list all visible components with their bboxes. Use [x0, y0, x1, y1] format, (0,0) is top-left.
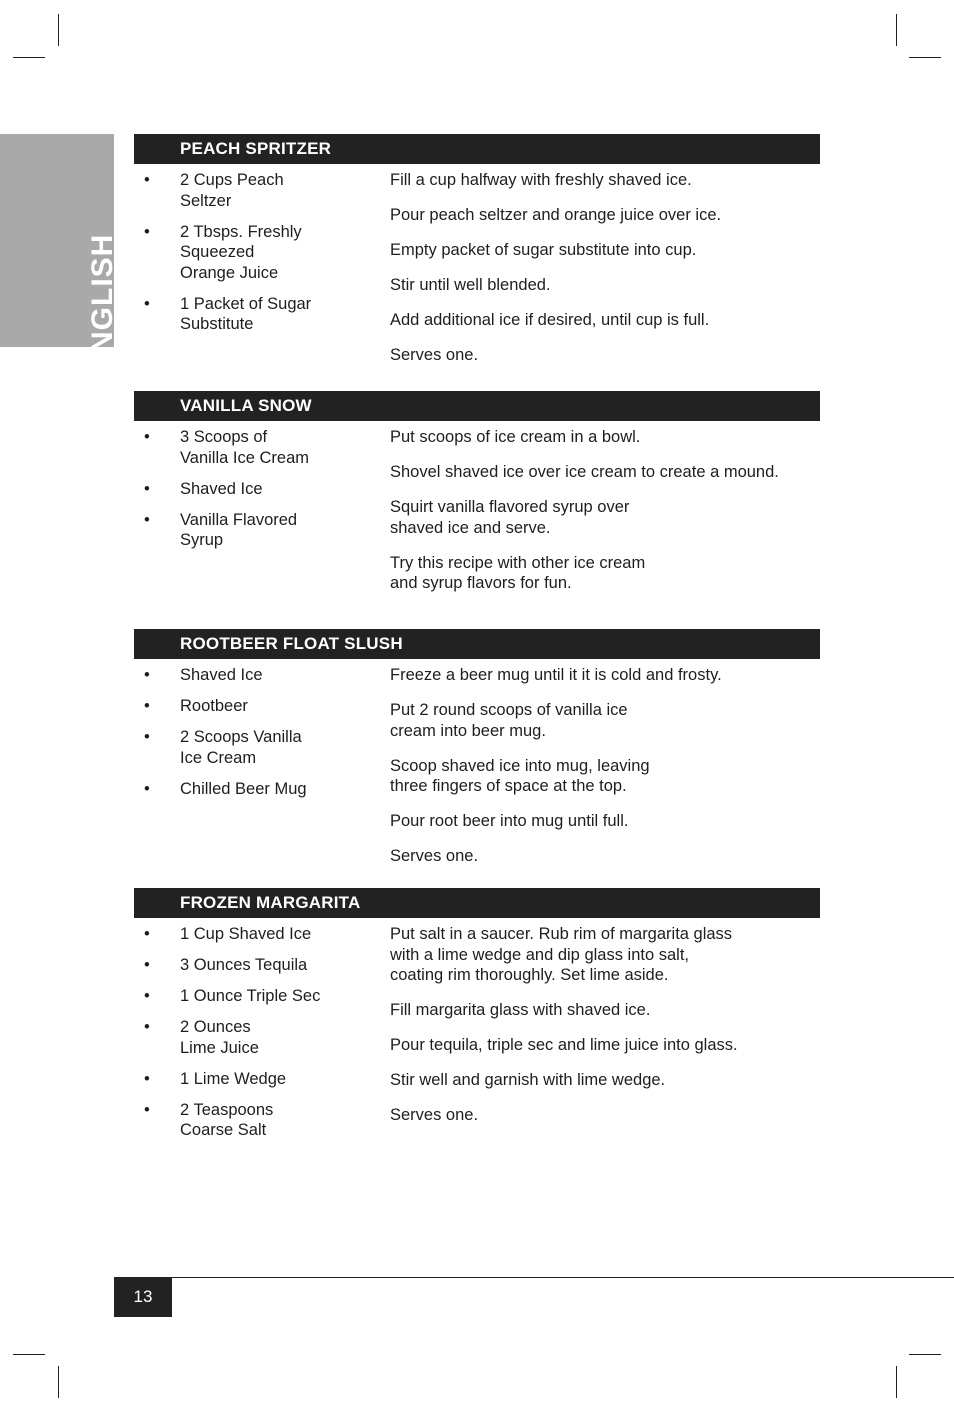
- ingredient-item: [134, 427, 374, 468]
- ingredient-item: [134, 924, 374, 945]
- ingredient-item: [134, 294, 374, 335]
- ingredient-list: [134, 665, 374, 810]
- instruction-step: Put 2 round scoops of vanilla ice cream into beer mug.: [390, 701, 628, 740]
- crop-mark: [896, 1366, 897, 1398]
- ingredient-text: Chilled Beer Mug: [180, 779, 307, 798]
- ingredient-item: [134, 696, 374, 717]
- recipe-title-bar: VANILLA SNOW: [134, 391, 820, 421]
- bullet: •: [144, 479, 150, 498]
- instruction-step: Serves one.: [390, 346, 479, 364]
- ingredient-text: 3 Ounces Tequila: [180, 956, 308, 974]
- ingredient-text: Shaved Ice: [180, 479, 263, 498]
- instruction-step: Serves one.: [390, 847, 479, 865]
- recipe-vanilla-snow: [134, 391, 820, 592]
- bullet: •: [144, 779, 150, 798]
- bullet: •: [144, 294, 150, 313]
- ingredient-text: 2 Scoops Vanilla Ice Cream: [180, 728, 302, 767]
- instruction-list: [390, 924, 820, 1140]
- ingredient-text: 2 Tbsps. Freshly Squeezed Orange Juice: [180, 222, 302, 282]
- ingredient-text: 1 Ounce Triple Sec: [180, 987, 321, 1005]
- ingredient-list: [134, 170, 374, 345]
- ingredient-item: [134, 1100, 374, 1141]
- ingredient-item: [134, 727, 374, 768]
- ingredient-text: 2 Cups Peach Seltzer: [180, 171, 284, 210]
- recipe-frozen-margarita: [134, 888, 820, 1139]
- instruction-step: Empty packet of sugar substitute into cup.: [390, 241, 697, 259]
- instruction-step: Fill margarita glass with shaved ice.: [390, 1001, 651, 1019]
- crop-mark: [58, 1366, 59, 1398]
- instruction-list: [390, 427, 820, 608]
- ingredient-item: [134, 170, 374, 211]
- instruction-step: Put scoops of ice cream in a bowl.: [390, 428, 641, 446]
- crop-mark: [909, 57, 941, 58]
- bullet: •: [144, 728, 150, 746]
- ingredient-item: [134, 479, 374, 500]
- bullet: •: [144, 666, 150, 684]
- ingredient-item: [134, 1017, 374, 1058]
- instruction-step: Stir until well blended.: [390, 276, 551, 294]
- recipe-title-bar: ROOTBEER FLOAT SLUSH: [134, 629, 820, 659]
- ingredient-text: 3 Scoops of Vanilla Ice Cream: [180, 428, 309, 467]
- bullet: •: [144, 171, 150, 189]
- instruction-step: Try this recipe with other ice cream and syrup flavors for fun.: [390, 553, 646, 592]
- ingredient-text: 1 Cup Shaved Ice: [180, 925, 312, 943]
- recipe-rootbeer-float-slush: [134, 629, 820, 865]
- instruction-step: Serves one.: [390, 1106, 479, 1124]
- ingredient-item: [134, 986, 374, 1007]
- ingredient-item: [134, 665, 374, 686]
- recipe-title-bar: PEACH SPRITZER: [134, 134, 820, 164]
- crop-mark: [896, 14, 897, 46]
- ingredient-list: [134, 924, 374, 1151]
- bullet: •: [144, 1100, 150, 1119]
- ingredient-text: 1 Packet of Sugar Substitute: [180, 294, 312, 333]
- language-side-tab: [0, 134, 119, 374]
- bullet: •: [144, 956, 150, 974]
- ingredient-text: Rootbeer: [180, 697, 248, 715]
- language-label: ENGLISH: [86, 233, 119, 374]
- ingredient-item: [134, 779, 374, 800]
- instruction-step: Add additional ice if desired, until cup is full.: [390, 311, 710, 329]
- instruction-step: Pour tequila, triple sec and lime juice into glass.: [390, 1036, 738, 1054]
- instruction-step: Freeze a beer mug until it it is cold and frosty.: [390, 666, 722, 684]
- instruction-step: Squirt vanilla flavored syrup over shaved ice and serve.: [390, 498, 630, 537]
- ingredient-text: 1 Lime Wedge: [180, 1069, 287, 1088]
- bullet: •: [144, 925, 150, 943]
- instruction-step: Put salt in a saucer. Rub rim of margarita glass with a lime wedge and dip glass into salt, coating rim thoroughly. Set lime aside.: [390, 925, 733, 984]
- bullet: •: [144, 987, 150, 1005]
- instruction-step: Stir well and garnish with lime wedge.: [390, 1071, 666, 1089]
- ingredient-text: Shaved Ice: [180, 666, 263, 684]
- crop-mark: [13, 1354, 45, 1355]
- ingredient-item: [134, 510, 374, 551]
- footer-rule: [114, 1277, 954, 1278]
- instruction-list: [390, 170, 820, 380]
- instruction-step: Fill a cup halfway with freshly shaved ice.: [390, 171, 692, 189]
- ingredient-item: [134, 955, 374, 976]
- bullet: •: [144, 510, 150, 529]
- recipe-title-bar: FROZEN MARGARITA: [134, 888, 820, 918]
- instruction-list: [390, 665, 820, 881]
- bullet: •: [144, 222, 150, 241]
- ingredient-list: [134, 427, 374, 561]
- instruction-step: Pour peach seltzer and orange juice over ice.: [390, 206, 722, 224]
- ingredient-text: 2 Teaspoons Coarse Salt: [180, 1100, 274, 1139]
- bullet: •: [144, 1018, 150, 1036]
- instruction-step: Pour root beer into mug until full.: [390, 812, 629, 830]
- instruction-step: Scoop shaved ice into mug, leaving three fingers of space at the top.: [390, 756, 650, 795]
- instruction-step: Shovel shaved ice over ice cream to create a mound.: [390, 463, 779, 481]
- ingredient-text: 2 Ounces Lime Juice: [180, 1018, 259, 1057]
- bullet: •: [144, 1069, 150, 1088]
- recipe-peach-spritzer: [134, 134, 820, 364]
- crop-mark: [13, 57, 45, 58]
- bullet: •: [144, 428, 150, 446]
- ingredient-text: Vanilla Flavored Syrup: [180, 510, 298, 549]
- crop-mark: [909, 1354, 941, 1355]
- page-number: 13: [114, 1277, 172, 1317]
- ingredient-item: [134, 222, 374, 284]
- bullet: •: [144, 697, 150, 715]
- crop-mark: [58, 14, 59, 46]
- ingredient-item: [134, 1069, 374, 1090]
